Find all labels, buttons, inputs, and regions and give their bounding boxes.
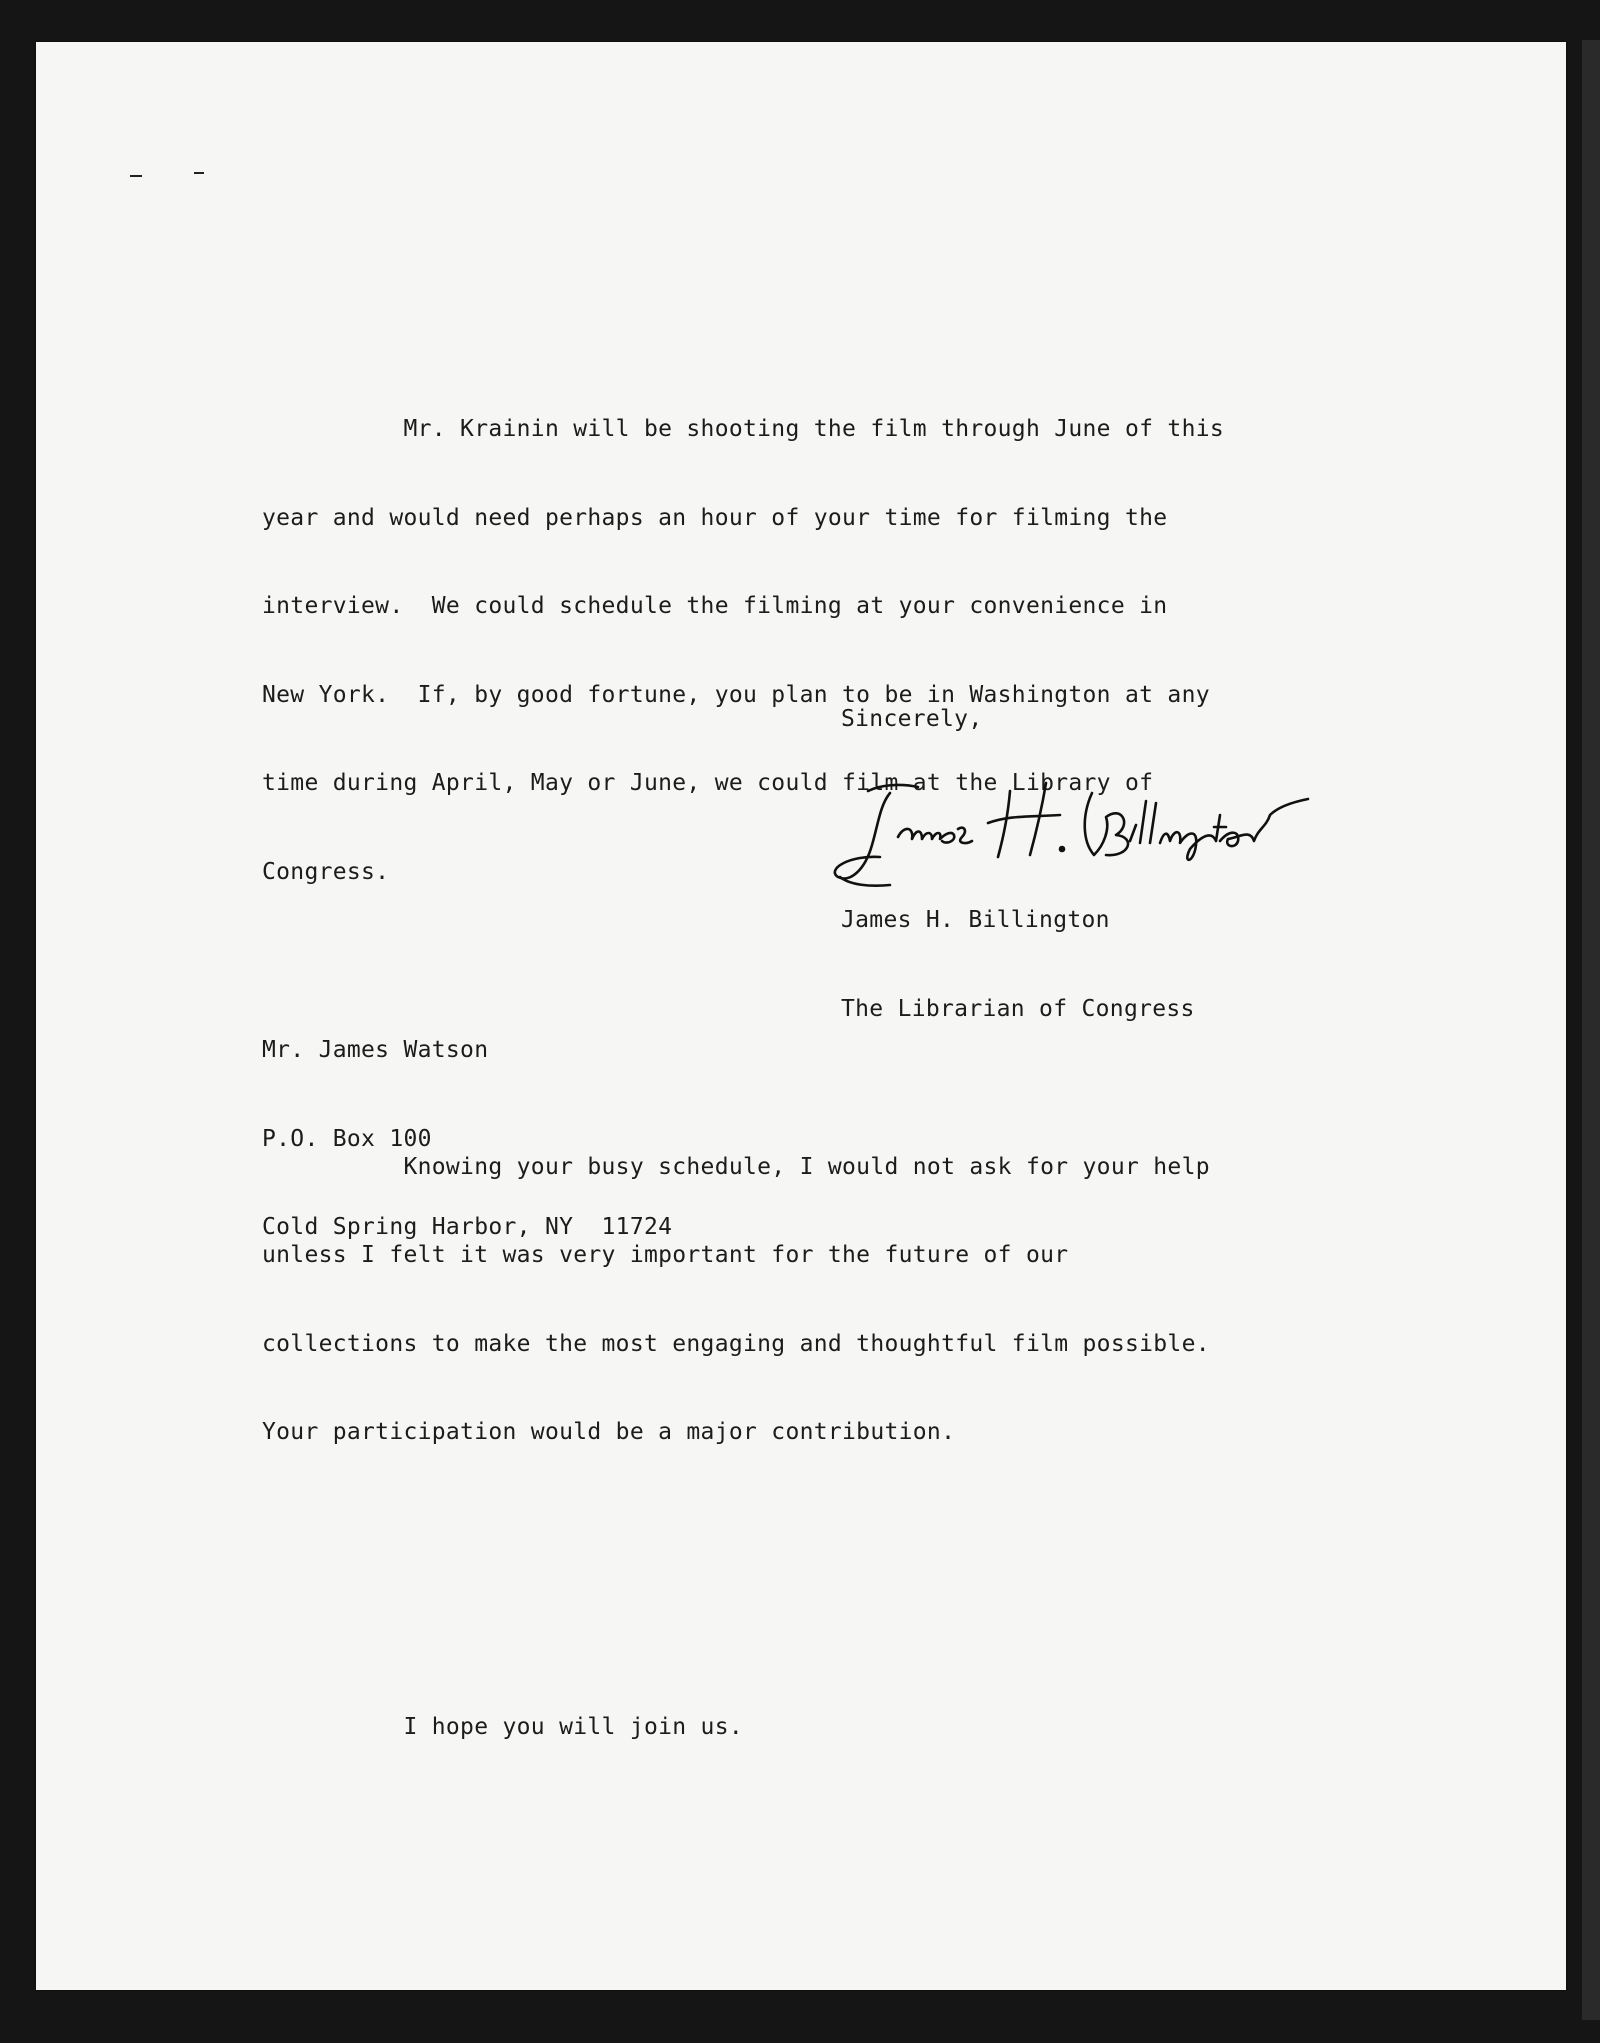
stray-mark: [130, 175, 142, 177]
text-line: time during April, May or June, we could film at the Library of: [262, 770, 1154, 796]
signer-title: The Librarian of Congress: [841, 995, 1195, 1022]
text-line: collections to make the most engaging and thoughtful film possible.: [262, 1330, 1210, 1357]
paragraph-3: [262, 1654, 1224, 1802]
stray-mark: [194, 172, 204, 174]
paragraph-gap: [262, 1566, 1224, 1596]
recipient-po-box: P.O. Box 100: [262, 1125, 432, 1152]
text-line: interview. We could schedule the filming at your convenience in: [262, 593, 1168, 619]
recipient-name: Mr. James Watson: [262, 1037, 489, 1063]
text-line: Your participation would be a major contribution.: [262, 1419, 956, 1445]
text-line: year and would need perhaps an hour of your time for filming the: [262, 504, 1168, 531]
recipient-city-line: Cold Spring Harbor, NY 11724: [262, 1214, 673, 1240]
signer-name: James H. Billington: [841, 907, 1110, 933]
recipient-address: [262, 977, 672, 1272]
text-line: Congress.: [262, 858, 390, 885]
text-line: I hope you will join us.: [262, 1714, 744, 1740]
signature-block: [841, 847, 1195, 1054]
page-edge: [1582, 40, 1600, 2020]
closing: Sincerely,: [841, 706, 983, 732]
text-line: New York. If, by good fortune, you plan to be in Washington at any: [262, 681, 1210, 708]
text-line: Mr. Krainin will be shooting the film through June of this: [262, 416, 1225, 442]
text-line: Knowing your busy schedule, I would not ask for your help: [262, 1153, 1210, 1180]
text-line: unless I felt it was very important for the future of our: [262, 1242, 1069, 1268]
